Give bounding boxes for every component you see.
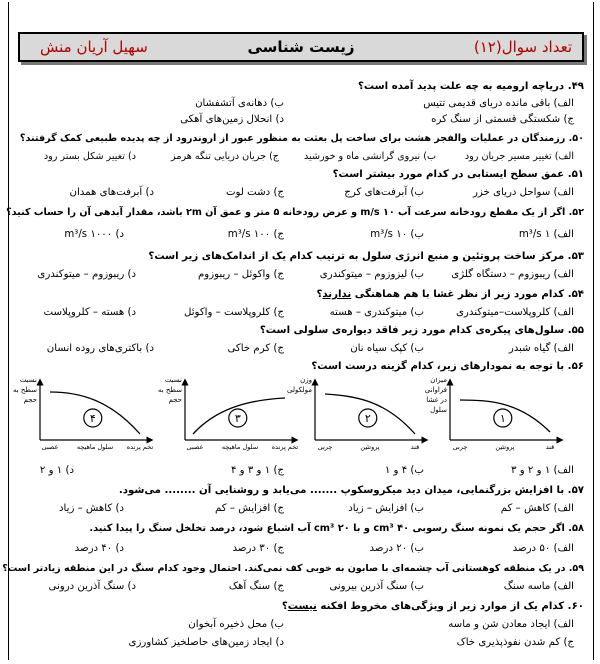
graph-y-label: وزن [300, 378, 312, 384]
question-56: ۵۶. با توجه به نمودارهای زیر، کدام گزینه درست است؟ [311, 361, 584, 372]
q55-options [14, 340, 584, 358]
q49-option-a[interactable]: الف) باقی مانده دریای قدیمی تتیس [423, 98, 574, 109]
exam-header [18, 32, 584, 62]
q53-option-b[interactable]: ب) لیزوزوم – میتوکندری [319, 269, 424, 280]
graph-x-label: تخم پرنده [126, 443, 154, 451]
graph-y-label: در غشا [426, 396, 447, 404]
graph-y-label: حجم [23, 396, 37, 404]
q51-option-b[interactable]: ب) آبرفت‌های کرج [344, 187, 424, 198]
question-59: ۵۹. در یک منطقه کوهستانی آب چشمه‌ای با صابون به خوبی کف نمی‌کند. احتمال وجود کدام سنگ در این منطقه زیادتر است؟ [2, 563, 584, 574]
author-name: سهیل آریان منش [40, 38, 148, 56]
q52-options [14, 226, 584, 244]
question-57: ۵۷. با افزایش بزرگنمایی، میدان دید میکروسکوپ ....... می‌یابد و روشنایی آن ........ می‌شود. [118, 485, 584, 496]
q53-option-d[interactable]: د) ریبوزوم – میتوکندری [37, 269, 136, 280]
q49-options-row2 [14, 111, 584, 129]
q57-option-d[interactable]: د) کاهش – زیاد [58, 503, 124, 514]
question-49: ۴۹. دریاچه ارومیه به چه علت پدید آمده است؟ [357, 81, 584, 92]
q54-options [14, 304, 584, 322]
q53-option-c[interactable]: ج) واکوئل – ریبوزوم [197, 269, 284, 280]
graph-y-label: سطح به [157, 386, 182, 394]
q49-option-d[interactable]: د) انحلال زمین‌های آهکی [180, 114, 284, 125]
q50-option-d[interactable]: د) تغییر شکل بستر رود [43, 151, 136, 162]
q55-option-d[interactable]: د) باکتری‌های روده انسان [46, 343, 154, 354]
q56-options [14, 462, 584, 480]
q55-option-c[interactable]: ج) کرم خاکی [227, 343, 284, 354]
q56-option-d[interactable]: د) ۱ و ۲ [39, 465, 74, 476]
q59-option-b[interactable]: ب) سنگ آذرین بیرونی [329, 581, 424, 592]
q60-option-d[interactable]: د) ایجاد زمین‌های حاصلخیز کشاورزی [128, 637, 284, 648]
q49-option-c[interactable]: ج) شکستگی قسمتی از سنگ کره [431, 114, 574, 125]
question-count: تعداد سوال(۱۲) [473, 38, 572, 56]
graph-x-label: عصبی [186, 443, 204, 451]
graph-x-label: قند [410, 443, 420, 451]
q55-option-b[interactable]: ب) کپک سیاه نان [350, 343, 424, 354]
q56-option-b[interactable]: ب) ۴ و ۱ [384, 465, 424, 476]
graph-y-label: مولکولی [287, 386, 312, 394]
question-51: ۵۱. عمق سطح ایستابی در کدام مورد بیشتر است؟ [332, 169, 584, 180]
emphasis-word: نیست [287, 601, 317, 612]
graph-x-label: قند [545, 443, 555, 451]
q50-option-a[interactable]: الف) تغییر مسیر جریان رود [464, 151, 574, 162]
question-50: ۵۰. رزمندگان در عملیات والفجر هشت برای ساخت پل بعثت به منظور عبور از اروندرود از چه پدیده طبیعی کمک گرفتند؟ [19, 133, 584, 144]
q54-option-d[interactable]: د) هسته – کلروپلاست [43, 307, 136, 318]
graph-y-label: میزان [430, 378, 447, 384]
q58-options [14, 540, 584, 558]
graph-number: ۱ [499, 412, 506, 425]
q58-option-b[interactable]: ب) ۲۰ درصد [369, 543, 424, 554]
graph-x-label: چربی [317, 443, 333, 451]
q60-option-a[interactable]: الف) ایجاد معادن شن و ماسه [448, 619, 574, 630]
q57-option-c[interactable]: ج) افزایش – کم [215, 503, 284, 514]
q60-option-c[interactable]: ج) کم شدن نفوذپذیری خاک [456, 637, 574, 648]
q51-option-a[interactable]: الف) سواحل دریای خزر [472, 187, 574, 198]
graph-x-label: سلول ماهیچه [76, 443, 114, 451]
question-53: ۵۳. مرکز ساخت پروتئین و منبع انرژی سلول به ترتیب کدام یک از اندامک‌های زیر است؟ [148, 251, 584, 262]
q58-option-a[interactable]: الف) ۵۰ درصد [512, 543, 574, 554]
question-54: ۵۴. کدام مورد زیر از نظر غشا با هم هماهنگی ندارند؟ [316, 289, 584, 300]
q60-options-row2 [14, 634, 584, 652]
graph-2 [287, 378, 425, 451]
q58-option-d[interactable]: د) ۴۰ درصد [74, 543, 124, 554]
q59-options [14, 578, 584, 596]
graph-4 [13, 378, 153, 451]
question-58: ۵۸. اگر حجم یک نمونه سنگ رسوبی ۴۰ cm³ و با ۲۰ cm³ آب اشباع شود، درصد تخلخل سنگ را پیدا کنید. [89, 523, 584, 534]
q51-option-c[interactable]: ج) دشت لوت [225, 187, 284, 198]
graph-y-label: فراوانی [424, 386, 447, 394]
question-52: ۵۲. اگر از یک مقطع رودخانه سرعت آب ۱۰ m/s و عرض رودخانه ۵ متر و عمق آن ۲m باشد، مقدار آبدهی آن را حساب کنید؟ [6, 207, 584, 218]
q52-option-a[interactable]: الف) ۱ m³/s [518, 229, 574, 240]
graph-3 [158, 378, 298, 451]
q60-option-b[interactable]: ب) محل ذخیره آبخوان [188, 619, 284, 630]
graph-y-label: سطح به [12, 386, 37, 394]
q49-option-b[interactable]: ب) دهانه‌ی آتشفشان [195, 98, 284, 109]
graph-y-label: حجم [168, 396, 182, 404]
q59-option-d[interactable]: د) سنگ آذرین درونی [48, 581, 136, 592]
graph-y-label: سلول [430, 406, 447, 414]
q54-option-c[interactable]: ج) کلروپلاست – واکوئل [184, 307, 284, 318]
q56-option-c[interactable]: ج) ۱ و ۳ و ۴ [230, 465, 284, 476]
q54-option-a[interactable]: الف) کلروپلاست–میتوکندری [455, 307, 574, 318]
graph-y-label: نسبت [19, 378, 37, 384]
q50-options [14, 148, 584, 166]
question-55: ۵۵. سلول‌های پیکره‌ی کدام مورد زیر فاقد دیواره‌ی سلولی است؟ [259, 325, 584, 336]
graph-1 [425, 378, 560, 451]
q55-option-a[interactable]: الف) گیاه شبدر [508, 343, 574, 354]
graph-x-label: عصبی [41, 443, 59, 451]
question-60: ۶۰. کدام یک از موارد زیر از ویژگی‌های مخروط افکنه نیست؟ [281, 601, 584, 612]
q58-option-c[interactable]: ج) ۳۰ درصد [232, 543, 284, 554]
q57-options [14, 500, 584, 518]
q57-option-b[interactable]: ب) افزایش – زیاد [348, 503, 424, 514]
q59-option-c[interactable]: ج) سنگ آهک [228, 581, 284, 592]
emphasis-word: ندارند [322, 289, 352, 300]
q50-option-c[interactable]: ج) جریان دریایی تنگه هرمز [171, 151, 279, 162]
q50-option-b[interactable]: ب) نیروی گرانشی ماه و خورشید [304, 151, 436, 162]
q51-options [14, 184, 584, 202]
q59-option-a[interactable]: الف) ماسه سنگ [503, 581, 574, 592]
q52-option-d[interactable]: د) ۱۰۰۰ m³/s [64, 229, 124, 240]
q57-option-a[interactable]: الف) کاهش – کم [500, 503, 574, 514]
q53-option-a[interactable]: الف) ریبوزوم – دستگاه گلژی [451, 269, 574, 280]
q52-option-b[interactable]: ب) ۱۰ m³/s [370, 229, 424, 240]
q56-option-a[interactable]: الف) ۱ و ۲ و ۳ [511, 465, 574, 476]
graph-number: ۴ [89, 412, 96, 425]
graph-x-label: پروتئین [495, 443, 515, 451]
subject-title: زیست شناسی [247, 38, 355, 56]
q54-option-b[interactable]: ب) میتوکندری – هسته [329, 307, 424, 318]
graph-x-label: تخم پرنده [271, 443, 299, 451]
graph-y-label: نسبت [164, 378, 182, 384]
graph-number: ۳ [234, 412, 241, 425]
q60-options-row1 [14, 616, 584, 634]
graph-number: ۲ [364, 412, 371, 425]
graph-x-label: پروتئین [360, 443, 380, 451]
graph-x-label: چربی [452, 443, 468, 451]
graph-x-label: سلول ماهیچه [221, 443, 259, 451]
q53-options [14, 266, 584, 284]
q52-option-c[interactable]: ج) ۱۰۰ m³/s [227, 229, 284, 240]
q51-option-d[interactable]: د) آبرفت‌های همدان [69, 187, 154, 198]
